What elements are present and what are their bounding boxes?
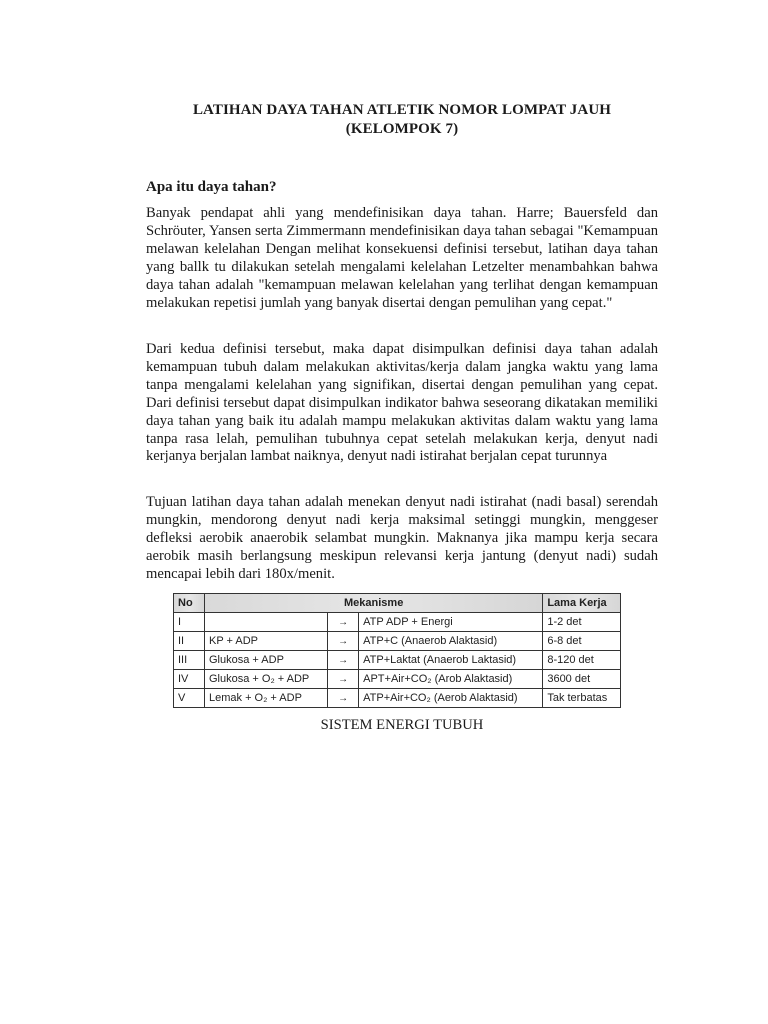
cell-duration: 3600 det [543,670,621,689]
arrow-icon: → [328,632,359,651]
cell-duration: 1-2 det [543,613,621,632]
paragraph-3: Tujuan latihan daya tahan adalah menekan denyut nadi istirahat (nadi basal) serendah mungkin, mendorong denyut nadi kerja maksimal setinggi mungkin, menggeser defleksi aerobik anaerobik selambat mungkin. Maknanya jika mampu kerja secara aerobik masih berlangsung meskipun relevansi kerja jantung (denyut nadi) sudah mencapai lebih dari 180x/menit. [146,494,658,582]
table-caption: SISTEM ENERGI TUBUH [320,717,484,733]
title-line-1: LATIHAN DAYA TAHAN ATLETIK NOMOR LOMPAT JAUH [192,102,612,118]
cell-input: KP + ADP [205,632,328,651]
cell-input: Lemak + O₂ + ADP [205,689,328,708]
cell-input [205,613,328,632]
table-row [174,689,621,708]
cell-duration: 6-8 det [543,632,621,651]
cell-output: ATP+Laktat (Anaerob Laktasid) [359,651,543,670]
arrow-icon: → [328,651,359,670]
document-title [146,101,658,139]
cell-no: II [174,632,205,651]
header-duration: Lama Kerja [543,594,621,613]
cell-input: Glukosa + ADP [205,651,328,670]
paragraph-1: Banyak pendapat ahli yang mendefinisikan daya tahan. Harre; Bauersfeld dan Schröuter, Yansen serta Zimmermann mendefinisikan daya tahan sebagai "Kemampuan melawan kelelahan Dengan melihat konsekuensi definisi tersebut, latihan daya tahan yang ballk tu dilakukan setelah mengalami kelelahan Letzelter menambahkan bahwa daya tahan adalah "kemampuan melawan kelelahan yang terlihat dengan kemampuan melakukan repetisi jumlah yang banyak disertai dengan pemulihan yang cepat." [146,205,658,311]
arrow-icon: → [328,689,359,708]
header-mechanism: Mekanisme [205,594,543,613]
cell-no: I [174,613,205,632]
table-row [174,670,621,689]
cell-no: IV [174,670,205,689]
section-heading: Apa itu daya tahan? [146,179,277,195]
energy-system-table [173,593,621,708]
cell-output: APT+Air+CO₂ (Arob Alaktasid) [359,670,543,689]
arrow-icon: → [328,670,359,689]
paragraph-2: Dari kedua definisi tersebut, maka dapat disimpulkan definisi daya tahan adalah kemampuan tubuh dalam melakukan aktivitas/kerja dalam jangka waktu yang lama tanpa mengalami kelelahan yang signifikan, disertai dengan pemulihan yang cepat. Dari definisi tersebut dapat disimpulkan indikator bahwa seseorang dikatakan memiliki daya tahan yang baik itu adalah mampu melakukan aktivitas dalam waktu yang lama tanpa rasa lelah, pemulihan tubuhnya cepat setelah melakukan kerja, denyut nadi kerjanya berjalan lambat naiknya, denyut nadi istirahat berjalan cepat turunnya [146,341,658,465]
cell-duration: Tak terbatas [543,689,621,708]
table-header-row [174,594,621,613]
cell-duration: 8-120 det [543,651,621,670]
cell-output: ATP ADP + Energi [359,613,543,632]
energy-system-table-wrapper [173,593,621,708]
table-row [174,632,621,651]
cell-output: ATP+C (Anaerob Alaktasid) [359,632,543,651]
table-row [174,613,621,632]
table-row [174,651,621,670]
header-no: No [174,594,205,613]
cell-input: Glukosa + O₂ + ADP [205,670,328,689]
arrow-icon: → [328,613,359,632]
cell-output: ATP+Air+CO₂ (Aerob Alaktasid) [359,689,543,708]
title-line-2: (KELOMPOK 7) [345,121,459,137]
cell-no: III [174,651,205,670]
cell-no: V [174,689,205,708]
